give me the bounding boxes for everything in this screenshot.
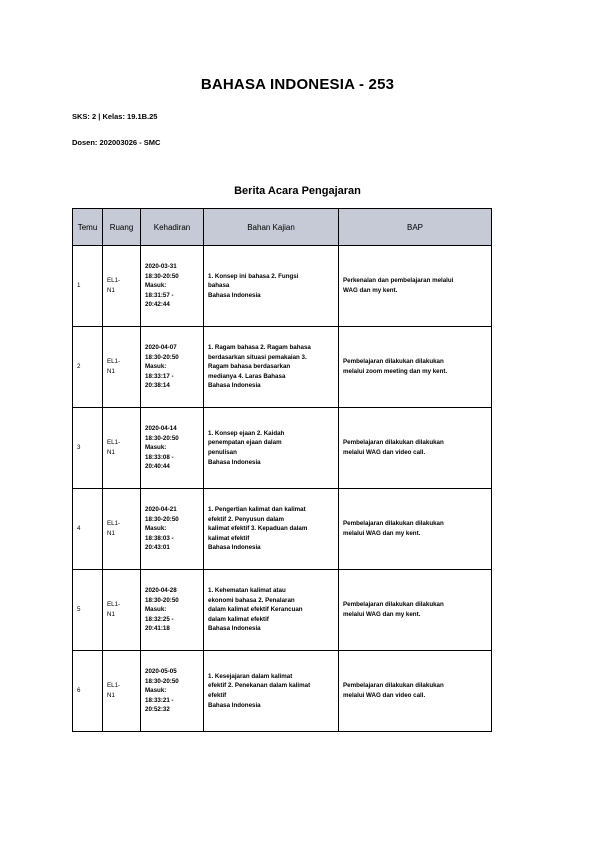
kehadiran-line: 18:33:21 - (145, 696, 174, 704)
kehadiran-line: 20:42:44 (145, 301, 170, 309)
kehadiran-line: 18:32:25 - (145, 615, 174, 623)
bahan-line: berdasarkan situasi pemakaian 3. (208, 353, 307, 361)
kehadiran-line: Masuk: (145, 687, 167, 695)
header-temu: Temu (73, 209, 103, 246)
cell-ruang (103, 246, 141, 327)
kehadiran-line: 18:31:57 - (145, 291, 174, 299)
bahan-line: penempatan ejaan dalam (208, 439, 282, 447)
bahan-line: Bahasa Indonesia (208, 382, 261, 390)
bap-line: melalui WAG dan video call. (343, 449, 426, 456)
cell-bap (339, 489, 492, 570)
bahan-line: Ragam bahasa berdasarkan (208, 363, 291, 371)
kehadiran-line: 2020-04-14 (145, 424, 177, 432)
section-title: Berita Acara Pengajaran (234, 185, 361, 197)
bahan-line: 1. Konsep ejaan 2. Kaidah (208, 429, 285, 437)
bahan-line: 1. Ragam bahasa 2. Ragam bahasa (208, 343, 311, 351)
kehadiran-line: Masuk: (145, 282, 167, 290)
kehadiran-line: 18:30-20:50 (145, 272, 179, 280)
table-row (73, 651, 492, 732)
ruang-line: EL1- (107, 439, 121, 447)
kehadiran-line: 18:30-20:50 (145, 434, 179, 442)
kehadiran-line: 18:30-20:50 (145, 596, 179, 604)
header-ruang: Ruang (103, 209, 141, 246)
kehadiran-line: Masuk: (145, 444, 167, 452)
cell-kehadiran (141, 327, 204, 408)
cell-ruang (103, 489, 141, 570)
cell-bahan-kajian (204, 489, 339, 570)
kehadiran-line: 20:43:01 (145, 544, 170, 552)
kehadiran-line: 20:40:44 (145, 463, 170, 471)
kehadiran-line: Masuk: (145, 606, 167, 614)
kehadiran-line: 20:41:18 (145, 625, 170, 633)
cell-ruang (103, 651, 141, 732)
bap-line: melalui WAG dan video call. (343, 692, 426, 699)
bap-line: Pembelajaran dilakukan dilakukan (343, 601, 444, 609)
bahan-line: penulisan (208, 449, 237, 456)
kehadiran-line: 18:30-20:50 (145, 677, 179, 685)
bahan-line: Bahasa Indonesia (208, 544, 261, 552)
bahan-line: 1. Konsep ini bahasa 2. Fungsi (208, 272, 299, 280)
header-kehadiran: Kehadiran (141, 209, 204, 246)
bahan-line: ekonomi bahasa 2. Penalaran (208, 596, 295, 604)
bahan-line: dalam kalimat efektif Kerancuan (208, 606, 303, 614)
cell-temu: 1 (73, 246, 103, 327)
cell-kehadiran (141, 246, 204, 327)
table-row (73, 327, 492, 408)
table-row (73, 408, 492, 489)
bap-line: melalui WAG dan my kent. (343, 530, 421, 537)
kehadiran-line: 2020-04-07 (145, 343, 177, 351)
kehadiran-line: 18:38:03 - (145, 534, 174, 542)
page-title: BAHASA INDONESIA - 253 (200, 76, 395, 93)
cell-temu: 5 (73, 570, 103, 651)
table-row (73, 570, 492, 651)
ruang-line: EL1- (107, 520, 121, 528)
ruang-line: N1 (107, 692, 115, 699)
ruang-line: EL1- (107, 358, 121, 366)
cell-temu: 3 (73, 408, 103, 489)
cell-kehadiran (141, 651, 204, 732)
bahan-line: Bahasa Indonesia (208, 701, 261, 709)
ruang-line: N1 (107, 530, 115, 537)
cell-bahan-kajian (204, 327, 339, 408)
cell-bap (339, 408, 492, 489)
table-row (73, 489, 492, 570)
bahan-line: dalam kalimat efektif (208, 615, 269, 623)
course-info: SKS: 2 | Kelas: 19.1B.25 (72, 112, 158, 121)
cell-bap (339, 246, 492, 327)
table-header-row (73, 209, 492, 246)
bahan-line: Bahasa Indonesia (208, 625, 261, 633)
kehadiran-line: 2020-04-28 (145, 586, 177, 594)
bap-line: Pembelajaran dilakukan dilakukan (343, 682, 444, 690)
cell-kehadiran (141, 570, 204, 651)
cell-bahan-kajian (204, 408, 339, 489)
bahan-line: 1. Pengertian kalimat dan kalimat (208, 505, 306, 513)
kehadiran-line: 18:30-20:50 (145, 353, 179, 361)
cell-bahan-kajian (204, 570, 339, 651)
kehadiran-line: 20:52:32 (145, 706, 170, 714)
bahan-line: Bahasa Indonesia (208, 291, 261, 299)
bahan-line: 1. Kesejajaran dalam kalimat (208, 672, 293, 680)
cell-ruang (103, 327, 141, 408)
bap-line: WAG dan my kent. (343, 287, 398, 294)
kehadiran-line: 2020-03-31 (145, 262, 177, 270)
kehadiran-line: 2020-04-21 (145, 505, 177, 513)
cell-bahan-kajian (204, 651, 339, 732)
ruang-line: EL1- (107, 277, 121, 285)
ruang-line: EL1- (107, 682, 121, 690)
kehadiran-line: 18:33:08 - (145, 453, 174, 461)
cell-bahan-kajian (204, 246, 339, 327)
bap-line: Perkenalan dan pembelajaran melalui (343, 277, 454, 285)
bap-table (72, 208, 492, 732)
table-row (73, 246, 492, 327)
cell-kehadiran (141, 489, 204, 570)
header-bap: BAP (339, 209, 492, 246)
cell-bap (339, 327, 492, 408)
kehadiran-line: 2020-05-05 (145, 667, 177, 675)
bahan-line: kalimat efektif (208, 534, 250, 542)
bahan-line: Bahasa Indonesia (208, 458, 261, 466)
bahan-line: medianya 4. Laras Bahasa (208, 372, 286, 380)
cell-ruang (103, 570, 141, 651)
header-bahan-kajian: Bahan Kajian (204, 209, 339, 246)
bap-line: Pembelajaran dilakukan dilakukan (343, 358, 444, 366)
kehadiran-line: Masuk: (145, 525, 167, 533)
kehadiran-line: 18:30-20:50 (145, 515, 179, 523)
bap-line: melalui zoom meeting dan my kent. (343, 368, 448, 375)
bahan-line: efektif (208, 692, 227, 699)
cell-temu: 4 (73, 489, 103, 570)
cell-bap (339, 651, 492, 732)
cell-kehadiran (141, 408, 204, 489)
cell-temu: 6 (73, 651, 103, 732)
bahan-line: efektif 2. Penekanan dalam kalimat (208, 682, 311, 690)
kehadiran-line: 20:38:14 (145, 382, 170, 390)
ruang-line: N1 (107, 449, 115, 456)
cell-temu: 2 (73, 327, 103, 408)
cell-ruang (103, 408, 141, 489)
lecturer-info: Dosen: 202003026 - SMC (72, 138, 161, 147)
kehadiran-line: 18:33:17 - (145, 372, 174, 380)
bap-line: melalui WAG dan my kent. (343, 611, 421, 618)
bahan-line: efektif 2. Penyusun dalam (208, 515, 284, 523)
cell-bap (339, 570, 492, 651)
bahan-line: kalimat efektif 3. Kepaduan dalam (208, 525, 308, 533)
ruang-line: N1 (107, 611, 115, 618)
bap-line: Pembelajaran dilakukan dilakukan (343, 520, 444, 528)
bahan-line: 1. Kehematan kalimat atau (208, 586, 286, 594)
ruang-line: EL1- (107, 601, 121, 609)
bap-line: Pembelajaran dilakukan dilakukan (343, 439, 444, 447)
ruang-line: N1 (107, 287, 115, 294)
kehadiran-line: Masuk: (145, 363, 167, 371)
ruang-line: N1 (107, 368, 115, 375)
bahan-line: bahasa (208, 282, 230, 290)
